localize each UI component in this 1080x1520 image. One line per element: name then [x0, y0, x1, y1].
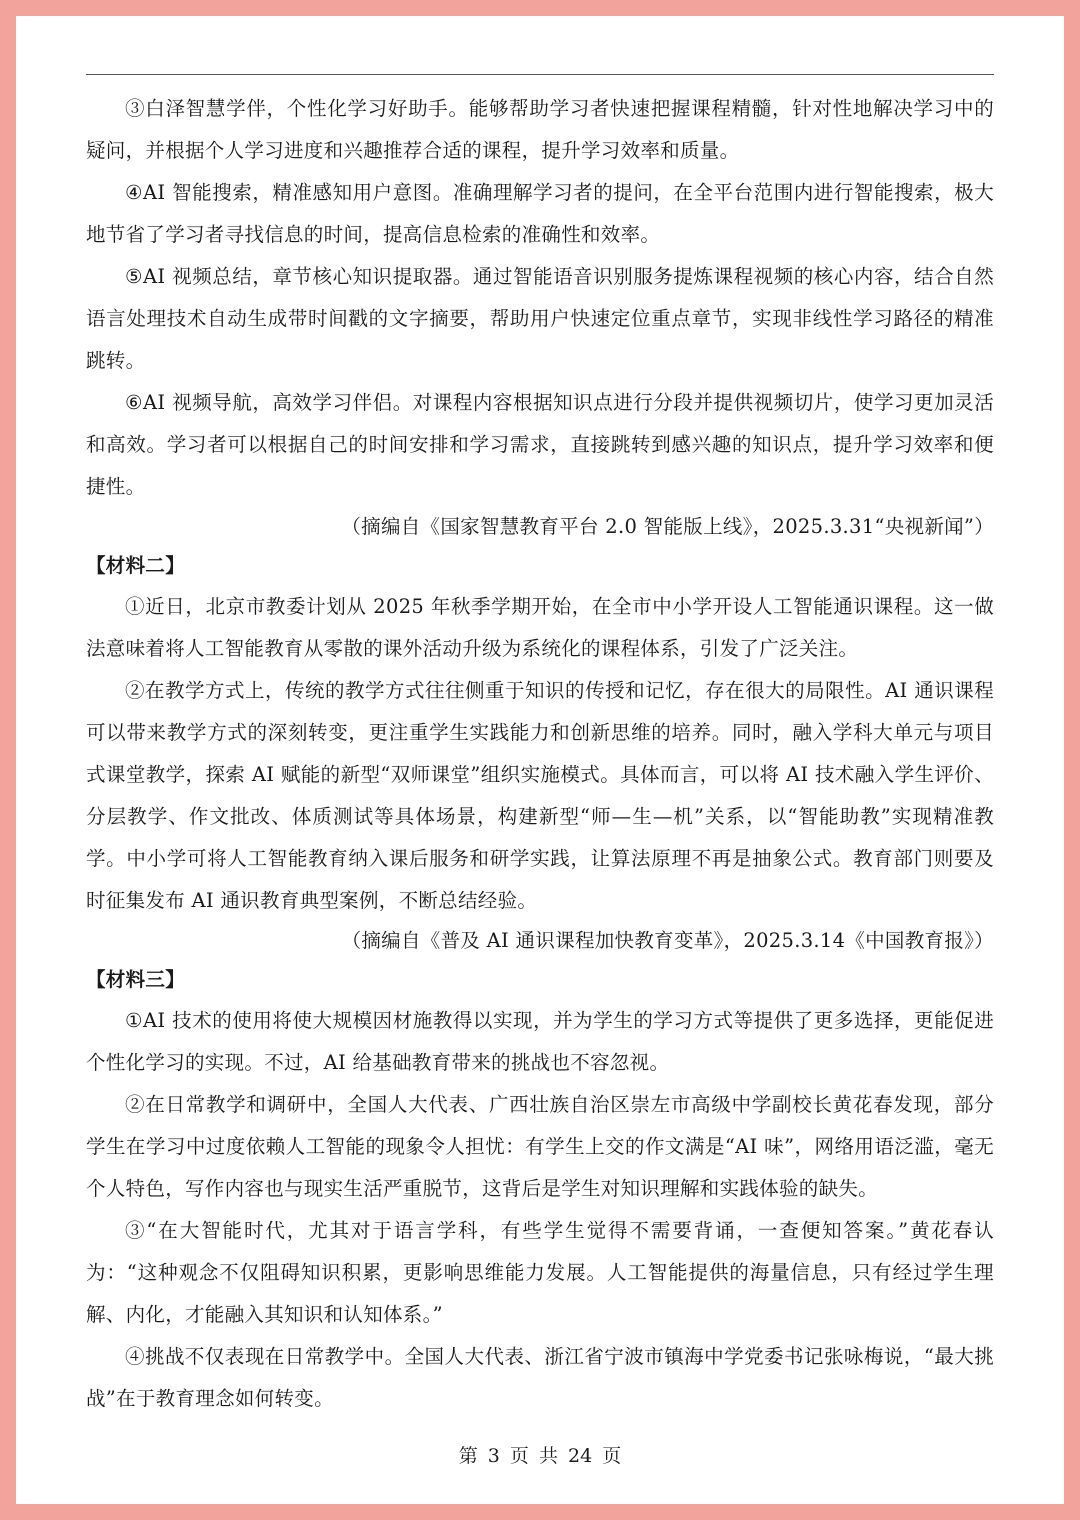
material3-paragraph-1: ①AI 技术的使用将使大规模因材施教得以实现，并为学生的学习方式等提供了更多选择，更能促进个性化学习的实现。不过，AI 给基础教育带来的挑战也不容忽视。 — [86, 1009, 994, 1074]
material1-paragraph-4: ④AI 智能搜索，精准感知用户意图。准确理解学习者的提问，在全平台范围内进行智能搜索，极大地节省了学习者寻找信息的时间，提高信息检索的准确性和效率。 — [86, 181, 994, 246]
material2-title: 【材料二】 — [86, 554, 186, 577]
page-number: 第 3 页 共 24 页 — [458, 1445, 622, 1467]
material2-paragraph-1: ①近日，北京市教委计划从 2025 年秋季学期开始，在全市中小学开设人工智能通识课程。这一做法意味着将人工智能教育从零散的课外活动升级为系统化的课程体系，引发了广泛关注。 — [86, 595, 994, 660]
document-page — [16, 16, 1064, 1504]
material2-paragraph-2: ②在教学方式上，传统的教学方式往往侧重于知识的传授和记忆，存在很大的局限性。AI 通识课程可以带来教学方式的深刻转变，更注重学生实践能力和创新思维的培养。同时，融入学科大单元与项目式课堂教学，探索 AI 赋能的新型“双师课堂”组织实施模式。具体而言，可以将 AI 技术融入学生评价、分层教学、作文批改、体质测试等具体场景，构建新型“师—生—机”关系，以“智能助教”实现精准教学。中小学可将人工智能教育纳入课后服务和研学实践，让算法原理不再是抽象公式。教育部门则要及时征集发布 AI 通识教育典型案例，不断总结经验。 — [86, 679, 994, 912]
material1-paragraph-5: ⑤AI 视频总结，章节核心知识提取器。通过智能语音识别服务提炼课程视频的核心内容，结合自然语言处理技术自动生成带时间戳的文字摘要，帮助用户快速定位重点章节，实现非线性学习路径的精准跳转。 — [86, 265, 994, 372]
material1-paragraph-6: ⑥AI 视频导航，高效学习伴侣。对课程内容根据知识点进行分段并提供视频切片，使学习更加灵活和高效。学习者可以根据自己的时间安排和学习需求，直接跳转到感兴趣的知识点，提升学习效率和便捷性。 — [86, 391, 994, 498]
material1-paragraph-3: ③白泽智慧学伴，个性化学习好助手。能够帮助学习者快速把握课程精髓，针对性地解决学习中的疑问，并根据个人学习进度和兴趣推荐合适的课程，提升学习效率和质量。 — [86, 97, 994, 162]
document-body — [86, 88, 994, 1420]
material1-source: （摘编自《国家智慧教育平台 2.0 智能版上线》，2025.3.31“央视新闻”） — [341, 515, 994, 538]
header-rule — [86, 74, 994, 75]
material3-paragraph-4: ④挑战不仅表现在日常教学中。全国人大代表、浙江省宁波市镇海中学党委书记张咏梅说，“最大挑战”在于教育理念如何转变。 — [86, 1345, 994, 1410]
material3-paragraph-3: ③“在大智能时代，尤其对于语言学科，有些学生觉得不需要背诵，一查便知答案。”黄花春认为：“这种观念不仅阻碍知识积累，更影响思维能力发展。人工智能提供的海量信息，只有经过学生理解、内化，才能融入其知识和认知体系。” — [86, 1219, 994, 1326]
material3-title: 【材料三】 — [86, 968, 186, 991]
material3-paragraph-2: ②在日常教学和调研中，全国人大代表、广西壮族自治区崇左市高级中学副校长黄花春发现，部分学生在学习中过度依赖人工智能的现象令人担忧：有学生上交的作文满是“AI 味”，网络用语泛滥，毫无个人特色，写作内容也与现实生活严重脱节，这背后是学生对知识理解和实践体验的缺失。 — [86, 1093, 994, 1200]
material2-source: （摘编自《普及 AI 通识课程加快教育变革》，2025.3.14《中国教育报》） — [341, 929, 994, 952]
